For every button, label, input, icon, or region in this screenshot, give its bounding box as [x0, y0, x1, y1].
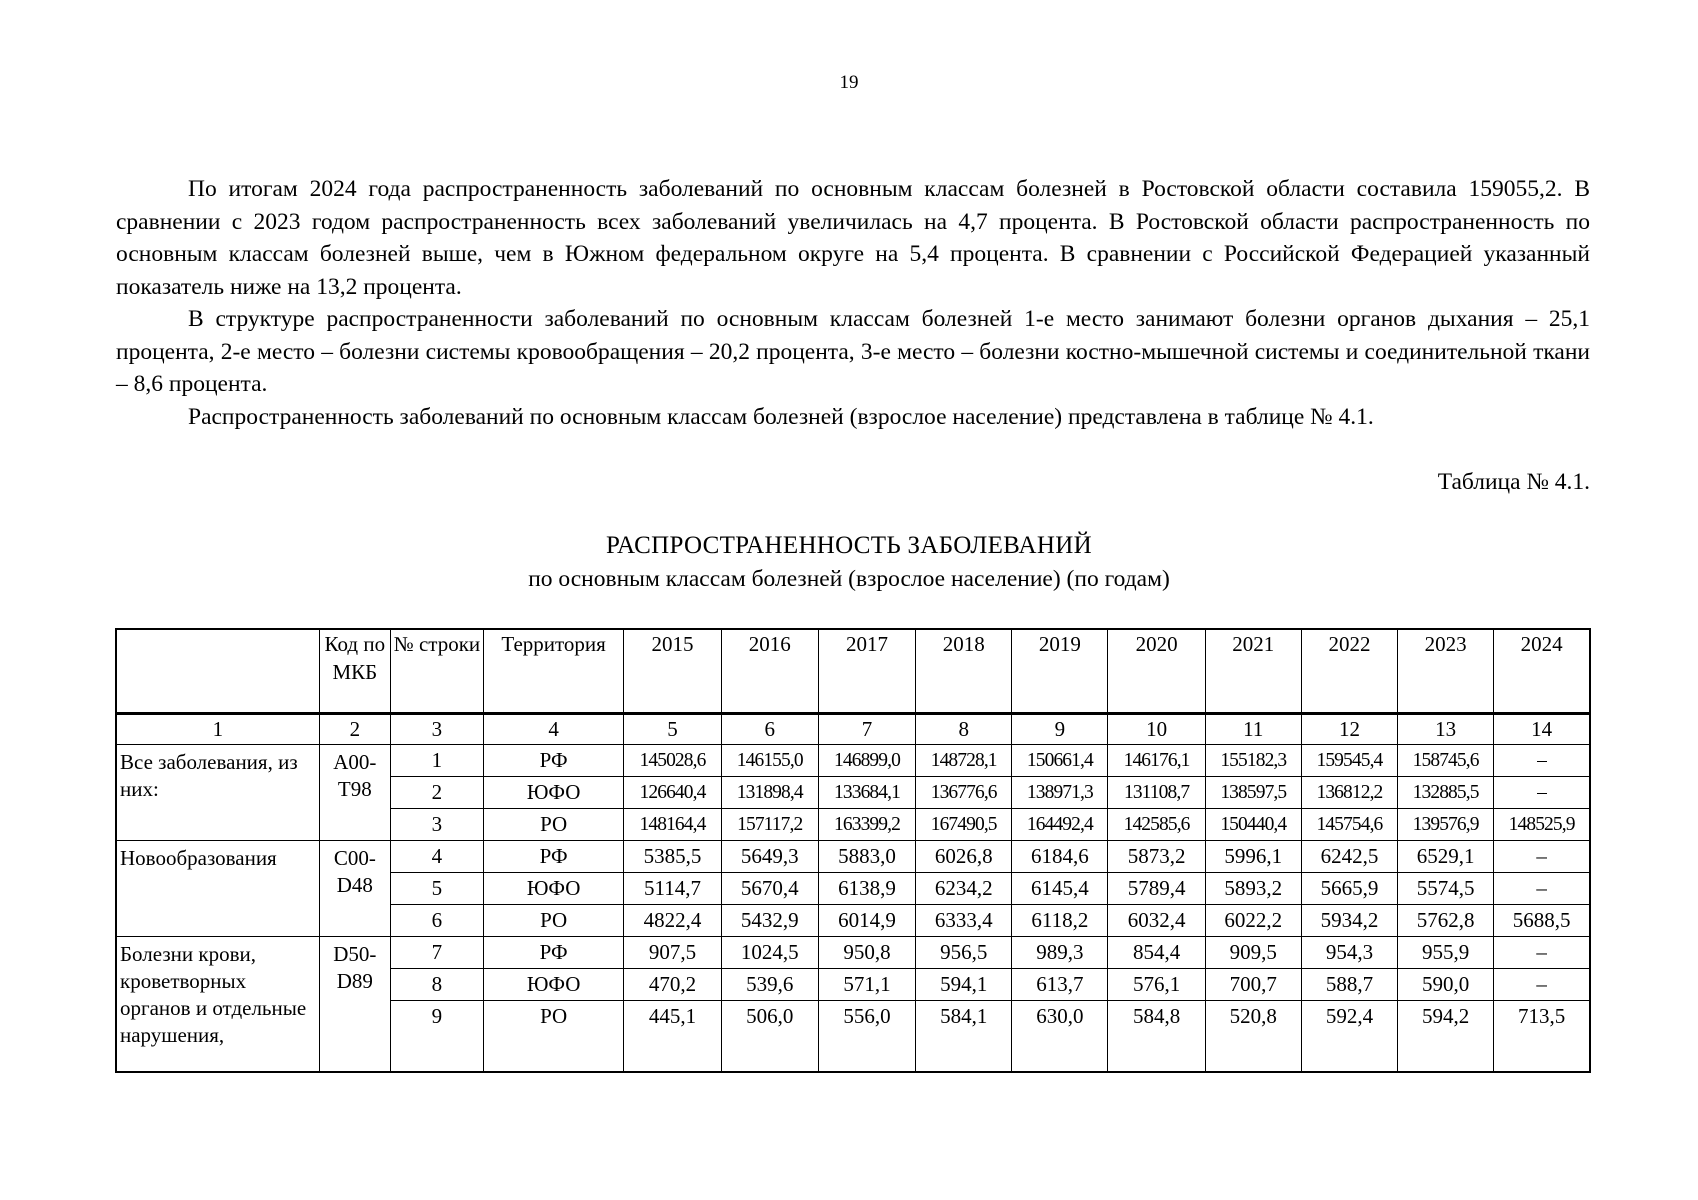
column-number: 13 — [1398, 714, 1494, 745]
value-cell: 158745,6 — [1398, 745, 1494, 777]
value-cell: 142585,6 — [1108, 809, 1205, 841]
icd-code-cell: C00-D48 — [319, 841, 390, 937]
value-cell: 700,7 — [1205, 969, 1301, 1001]
column-number: 14 — [1494, 714, 1590, 745]
value-cell: 6014,9 — [818, 905, 915, 937]
table-subtitle: по основным классам болезней (взрослое население) (по годам) — [528, 566, 1170, 592]
value-cell: 6145,4 — [1012, 873, 1108, 905]
value-cell: 955,9 — [1398, 937, 1494, 969]
value-cell: – — [1494, 777, 1590, 809]
territory-cell: РО — [483, 809, 623, 841]
value-cell: 5789,4 — [1108, 873, 1205, 905]
value-cell: 5883,0 — [818, 841, 915, 873]
value-cell: 6032,4 — [1108, 905, 1205, 937]
value-cell: 159545,4 — [1301, 745, 1397, 777]
value-cell: 5665,9 — [1301, 873, 1397, 905]
value-cell: 5670,4 — [721, 873, 818, 905]
value-cell: 148728,1 — [916, 745, 1012, 777]
table-caption: Таблица № 4.1. — [1437, 469, 1590, 495]
value-cell: 139576,9 — [1398, 809, 1494, 841]
value-cell: 155182,3 — [1205, 745, 1301, 777]
value-cell: 6138,9 — [818, 873, 915, 905]
column-number: 7 — [818, 714, 915, 745]
column-number: 10 — [1108, 714, 1205, 745]
table-row — [116, 745, 1590, 777]
value-cell: 713,5 — [1494, 1001, 1590, 1073]
value-cell: 157117,2 — [721, 809, 818, 841]
prevalence-table — [115, 628, 1591, 1073]
value-cell: 138597,5 — [1205, 777, 1301, 809]
value-cell: 148164,4 — [624, 809, 721, 841]
territory-cell: РФ — [483, 841, 623, 873]
row-number-cell: 4 — [390, 841, 483, 873]
page-number: 19 — [839, 72, 859, 93]
column-number: 1 — [116, 714, 319, 745]
territory-cell: РО — [483, 1001, 623, 1073]
value-cell: 136776,6 — [916, 777, 1012, 809]
icd-code-cell: D50-D89 — [319, 937, 390, 1073]
value-cell: 590,0 — [1398, 969, 1494, 1001]
header-year: 2022 — [1301, 629, 1397, 714]
value-cell: 4822,4 — [624, 905, 721, 937]
value-cell: – — [1494, 937, 1590, 969]
value-cell: 150440,4 — [1205, 809, 1301, 841]
value-cell: 5688,5 — [1494, 905, 1590, 937]
value-cell: 907,5 — [624, 937, 721, 969]
header-year: 2020 — [1108, 629, 1205, 714]
value-cell: – — [1494, 969, 1590, 1001]
value-cell: – — [1494, 873, 1590, 905]
header-row-number: № строки — [390, 629, 483, 714]
territory-cell: ЮФО — [483, 777, 623, 809]
value-cell: 594,2 — [1398, 1001, 1494, 1073]
column-number: 11 — [1205, 714, 1301, 745]
territory-cell: ЮФО — [483, 873, 623, 905]
value-cell: 613,7 — [1012, 969, 1108, 1001]
row-number-cell: 8 — [390, 969, 483, 1001]
value-cell: 956,5 — [916, 937, 1012, 969]
icd-code-cell: A00-T98 — [319, 745, 390, 841]
value-cell: 5893,2 — [1205, 873, 1301, 905]
value-cell: 539,6 — [721, 969, 818, 1001]
value-cell: 145028,6 — [624, 745, 721, 777]
row-number-cell: 5 — [390, 873, 483, 905]
column-number: 2 — [319, 714, 390, 745]
value-cell: 5762,8 — [1398, 905, 1494, 937]
value-cell: 6184,6 — [1012, 841, 1108, 873]
value-cell: 6022,2 — [1205, 905, 1301, 937]
value-cell: 584,8 — [1108, 1001, 1205, 1073]
header-year: 2018 — [916, 629, 1012, 714]
value-cell: 445,1 — [624, 1001, 721, 1073]
territory-cell: ЮФО — [483, 969, 623, 1001]
value-cell: 5432,9 — [721, 905, 818, 937]
header-icd-code: Код по МКБ — [319, 629, 390, 714]
value-cell: 584,1 — [916, 1001, 1012, 1073]
value-cell: 854,4 — [1108, 937, 1205, 969]
table-title: РАСПРОСТРАНЕННОСТЬ ЗАБОЛЕВАНИЙ — [606, 532, 1092, 559]
row-number-cell: 9 — [390, 1001, 483, 1073]
header-year: 2015 — [624, 629, 721, 714]
territory-cell: РО — [483, 905, 623, 937]
value-cell: 167490,5 — [916, 809, 1012, 841]
value-cell: 146155,0 — [721, 745, 818, 777]
disease-class-cell: Новообразования — [116, 841, 319, 937]
value-cell: 588,7 — [1301, 969, 1397, 1001]
column-number-row — [116, 714, 1590, 745]
column-number: 4 — [483, 714, 623, 745]
paragraph: Распространенность заболеваний по основным классам болезней (взрослое население) представлена в таблице № 4.1. — [188, 403, 1374, 430]
value-cell: 146899,0 — [818, 745, 915, 777]
value-cell: 145754,6 — [1301, 809, 1397, 841]
header-year: 2019 — [1012, 629, 1108, 714]
value-cell: 5873,2 — [1108, 841, 1205, 873]
value-cell: 506,0 — [721, 1001, 818, 1073]
value-cell: 6529,1 — [1398, 841, 1494, 873]
value-cell: 1024,5 — [721, 937, 818, 969]
value-cell: 5649,3 — [721, 841, 818, 873]
paragraph: В структуре распространенности заболеваний по основным классам болезней 1-е место занимают болезни органов дыхания – 25,1 процента, 2-е место – болезни системы кровообращения – 20,2 процента, 3-е место – болезни костно-мышечной системы и соединительной ткани – 8,6 процента. — [116, 306, 1590, 397]
value-cell: 133684,1 — [818, 777, 915, 809]
value-cell: – — [1494, 745, 1590, 777]
value-cell: 148525,9 — [1494, 809, 1590, 841]
disease-class-cell: Болезни крови, кроветворных органов и отдельные нарушения, — [116, 937, 319, 1073]
value-cell: 950,8 — [818, 937, 915, 969]
territory-cell: РФ — [483, 937, 623, 969]
header-year: 2024 — [1494, 629, 1590, 714]
value-cell: 132885,5 — [1398, 777, 1494, 809]
header-year: 2021 — [1205, 629, 1301, 714]
header-territory: Территория — [483, 629, 623, 714]
value-cell: 989,3 — [1012, 937, 1108, 969]
value-cell: 5574,5 — [1398, 873, 1494, 905]
value-cell: 954,3 — [1301, 937, 1397, 969]
value-cell: 6234,2 — [916, 873, 1012, 905]
column-number: 9 — [1012, 714, 1108, 745]
value-cell: 150661,4 — [1012, 745, 1108, 777]
value-cell: 592,4 — [1301, 1001, 1397, 1073]
value-cell: 5114,7 — [624, 873, 721, 905]
territory-cell: РФ — [483, 745, 623, 777]
row-number-cell: 3 — [390, 809, 483, 841]
table-header-row — [116, 629, 1590, 714]
value-cell: 6118,2 — [1012, 905, 1108, 937]
value-cell: 146176,1 — [1108, 745, 1205, 777]
row-number-cell: 7 — [390, 937, 483, 969]
value-cell: 131898,4 — [721, 777, 818, 809]
value-cell: 470,2 — [624, 969, 721, 1001]
value-cell: 163399,2 — [818, 809, 915, 841]
value-cell: 131108,7 — [1108, 777, 1205, 809]
value-cell: 126640,4 — [624, 777, 721, 809]
value-cell: 571,1 — [818, 969, 915, 1001]
value-cell: 138971,3 — [1012, 777, 1108, 809]
value-cell: 5385,5 — [624, 841, 721, 873]
value-cell: 909,5 — [1205, 937, 1301, 969]
header-disease — [116, 629, 319, 714]
value-cell: 5996,1 — [1205, 841, 1301, 873]
column-number: 12 — [1301, 714, 1397, 745]
header-year: 2016 — [721, 629, 818, 714]
value-cell: 6333,4 — [916, 905, 1012, 937]
value-cell: 164492,4 — [1012, 809, 1108, 841]
row-number-cell: 6 — [390, 905, 483, 937]
column-number: 8 — [916, 714, 1012, 745]
column-number: 6 — [721, 714, 818, 745]
value-cell: 520,8 — [1205, 1001, 1301, 1073]
value-cell: 5934,2 — [1301, 905, 1397, 937]
column-number: 5 — [624, 714, 721, 745]
body-text — [116, 173, 1590, 433]
value-cell: 594,1 — [916, 969, 1012, 1001]
value-cell: 6242,5 — [1301, 841, 1397, 873]
header-year: 2023 — [1398, 629, 1494, 714]
table-row — [116, 937, 1590, 969]
value-cell: 136812,2 — [1301, 777, 1397, 809]
row-number-cell: 2 — [390, 777, 483, 809]
value-cell: – — [1494, 841, 1590, 873]
value-cell: 6026,8 — [916, 841, 1012, 873]
value-cell: 630,0 — [1012, 1001, 1108, 1073]
header-year: 2017 — [818, 629, 915, 714]
paragraph: По итогам 2024 года распространенность заболеваний по основным классам болезней в Ростовской области составила 159055,2. В сравнении с 2023 годом распространенность всех заболеваний увеличилась на 4,7 процента. В Ростовской области распространенность по основным классам болезней выше, чем в Южном федеральном округе на 5,4 процента. В сравнении с Российской Федерацией указанный показатель ниже на 13,2 процента. — [116, 176, 1590, 300]
value-cell: 576,1 — [1108, 969, 1205, 1001]
row-number-cell: 1 — [390, 745, 483, 777]
disease-class-cell: Все заболевания, из них: — [116, 745, 319, 841]
table-row — [116, 841, 1590, 873]
column-number: 3 — [390, 714, 483, 745]
value-cell: 556,0 — [818, 1001, 915, 1073]
